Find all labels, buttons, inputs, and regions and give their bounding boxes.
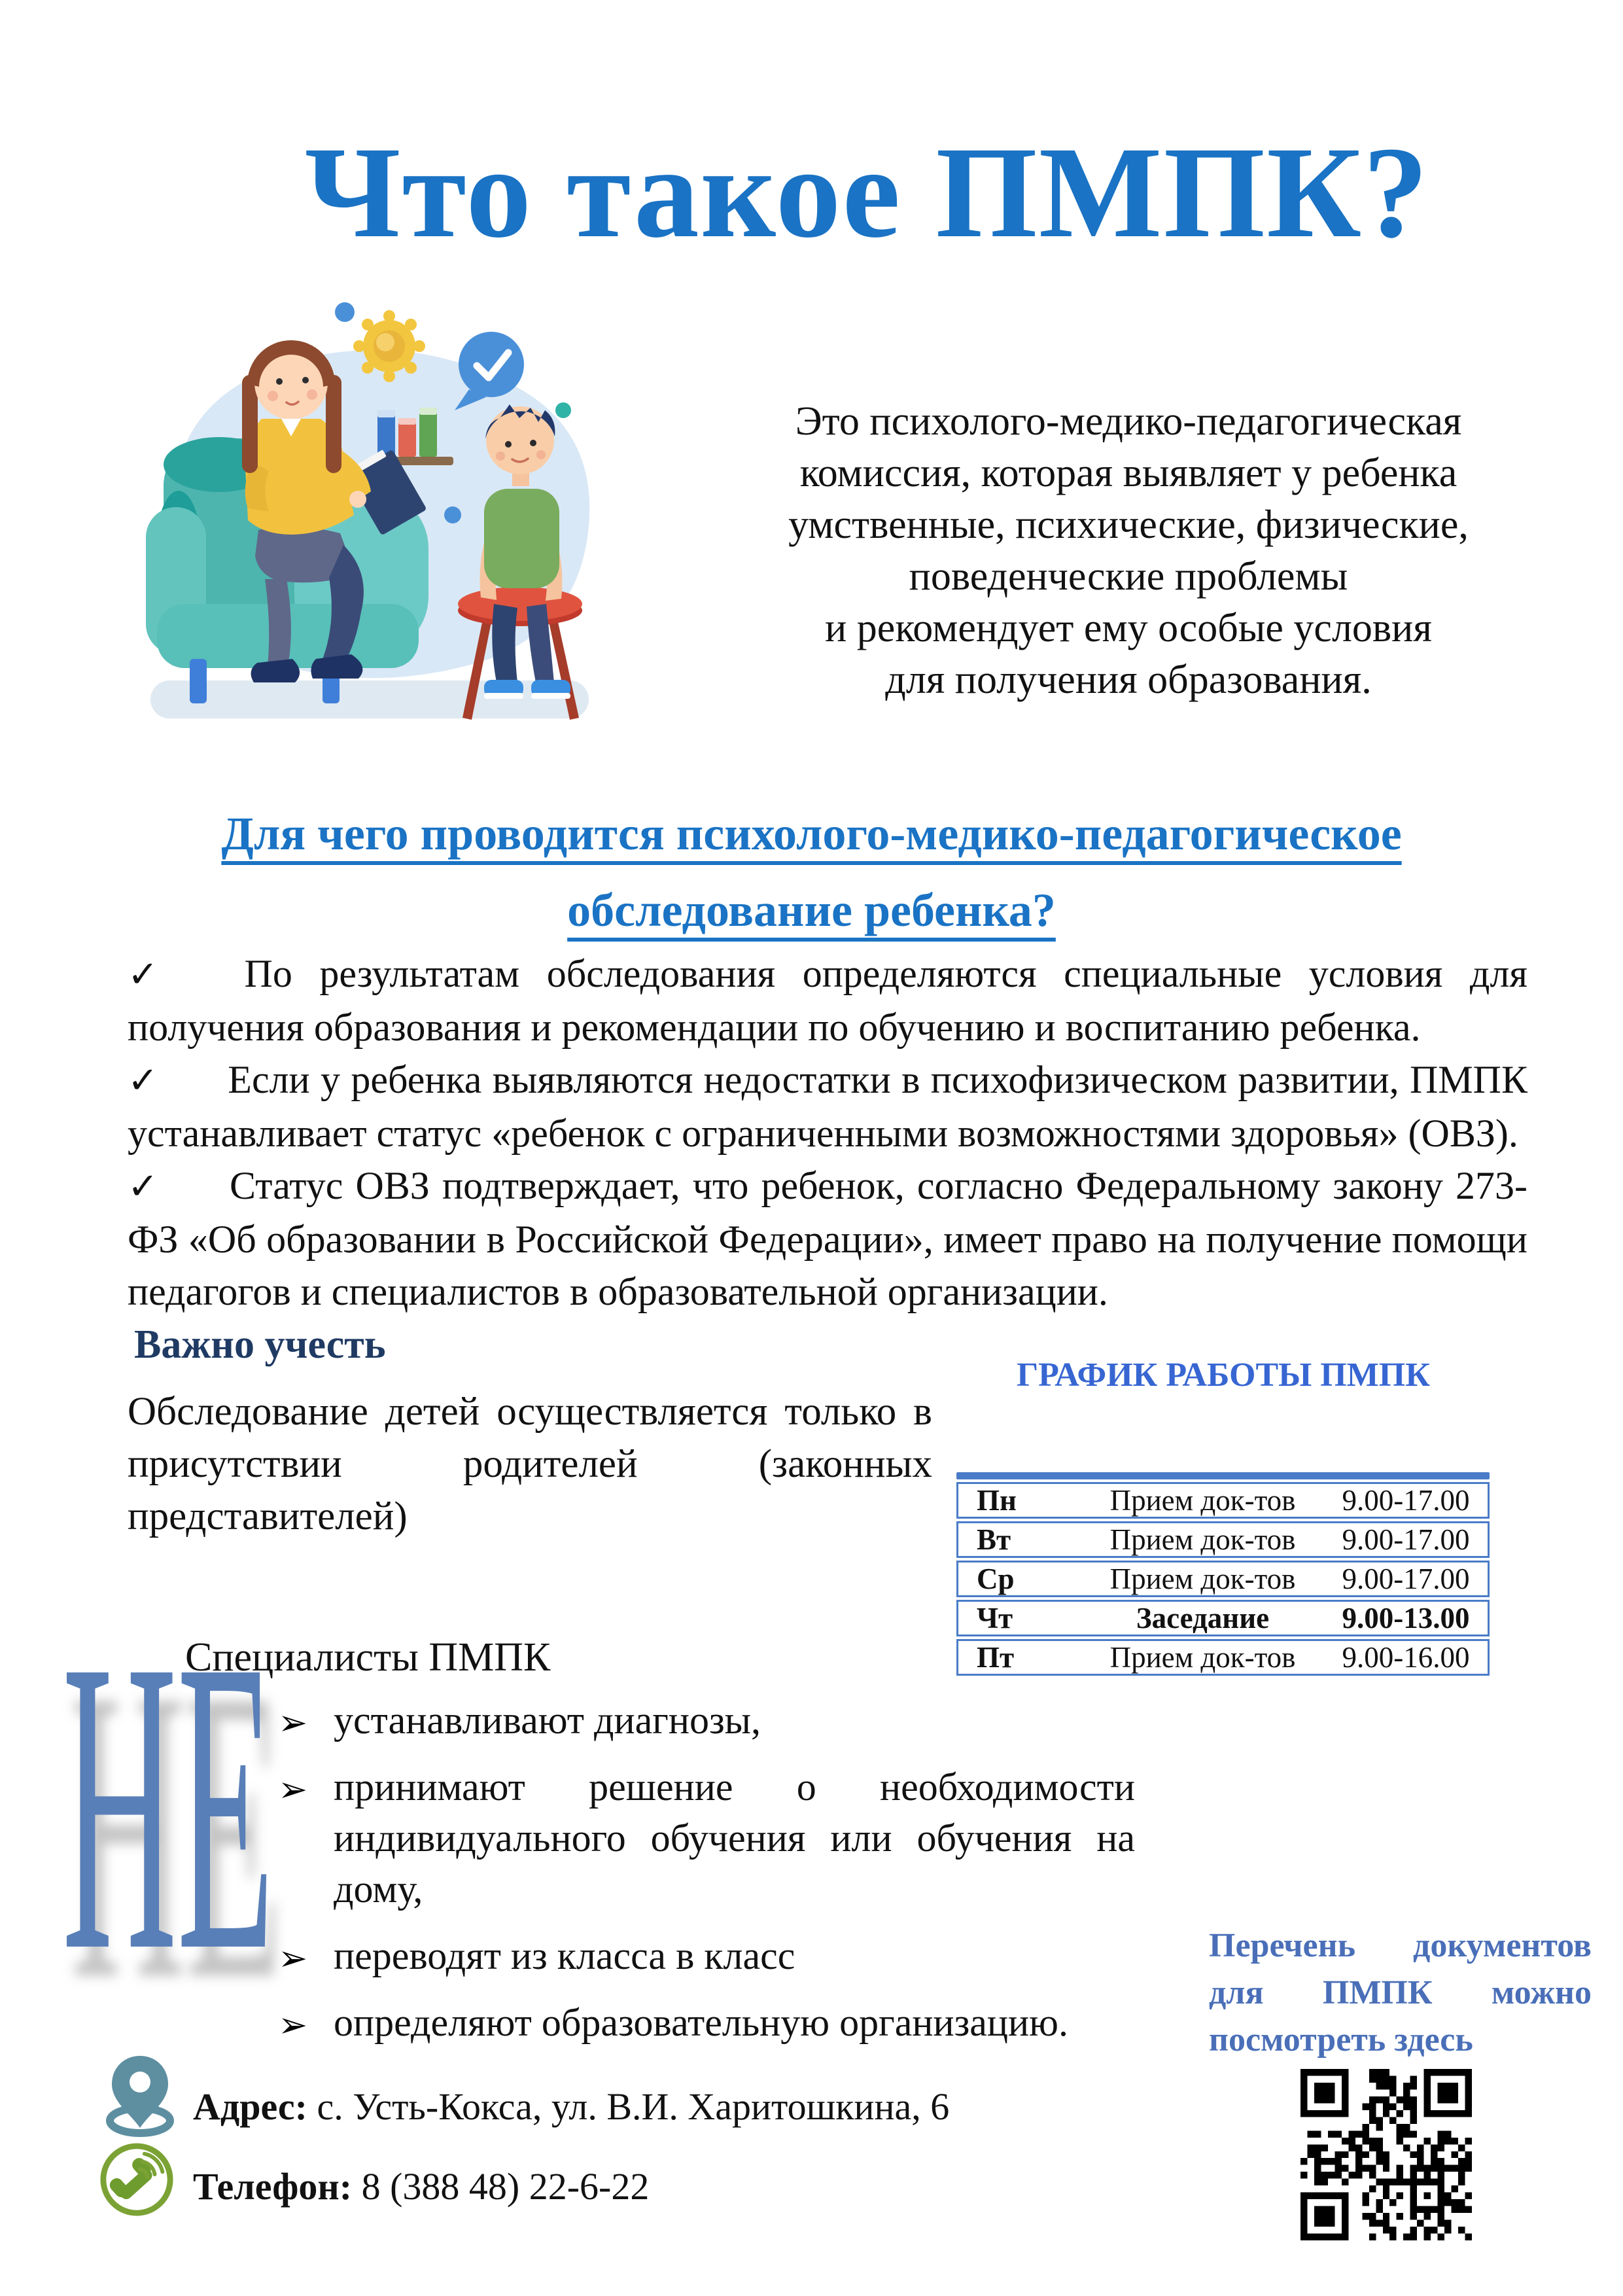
sun-icon bbox=[353, 310, 425, 382]
arrow-bullet-icon: ➢ bbox=[278, 1769, 308, 1810]
schedule-activity: Прием док-тов bbox=[1109, 1523, 1296, 1556]
schedule-table bbox=[956, 1472, 1490, 1678]
schedule-activity: Прием док-тов bbox=[1109, 1484, 1296, 1517]
address-value: с. Усть-Кокса, ул. В.И. Харитошкина, 6 bbox=[307, 2085, 950, 2128]
schedule-day: Ср bbox=[977, 1563, 1015, 1595]
specialists-heading: Специалисты ПМПК bbox=[185, 1635, 551, 1680]
not-item-text: определяют образовательную организацию. bbox=[334, 2001, 1068, 2044]
intro-line: Это психолого-медико-педагогическая bbox=[795, 399, 1462, 444]
schedule-row bbox=[956, 1639, 1490, 1676]
schedule-time: 9.00-17.00 bbox=[1342, 1523, 1470, 1556]
specialists-not-list bbox=[278, 1695, 1135, 2064]
check-list bbox=[128, 947, 1527, 1318]
section-heading-line1: Для чего проводится психолого-медико-педагогическое bbox=[221, 807, 1402, 860]
not-list-item bbox=[278, 1695, 1135, 1746]
schedule-activity: Прием док-тов bbox=[1109, 1563, 1296, 1595]
important-heading: Важно учесть bbox=[134, 1322, 386, 1367]
not-list-item bbox=[278, 1761, 1135, 1915]
check-icon: ✓ bbox=[128, 1165, 162, 1208]
check-item bbox=[128, 1053, 1527, 1159]
documents-note: Перечень документов для ПМПК можно посмотреть здесь bbox=[1209, 1927, 1592, 2058]
intro-line: и рекомендует ему особые условия bbox=[825, 606, 1432, 650]
important-text: Обследование детей осуществляется только в присутствии родителей (законных представителей) bbox=[128, 1390, 932, 1538]
schedule-row bbox=[956, 1600, 1490, 1636]
phone-line bbox=[193, 2164, 649, 2208]
intro-line: умственные, психические, физические, bbox=[788, 503, 1469, 547]
decor-dot-teal bbox=[555, 402, 571, 418]
arrow-bullet-icon: ➢ bbox=[278, 1702, 308, 1743]
check-icon: ✓ bbox=[128, 953, 176, 996]
ne-negation-word: НЕ bbox=[62, 1574, 275, 2038]
schedule-time: 9.00-17.00 bbox=[1342, 1563, 1470, 1595]
schedule-row bbox=[956, 1482, 1490, 1519]
schedule-day: Пт bbox=[977, 1641, 1015, 1674]
phone-label: Телефон: bbox=[193, 2165, 353, 2208]
decor-dot-blue-mid bbox=[444, 506, 461, 523]
schedule-table-top-border bbox=[956, 1472, 1490, 1479]
schedule-time: 9.00-16.00 bbox=[1342, 1641, 1470, 1674]
phone-icon bbox=[98, 2141, 175, 2218]
not-list-item bbox=[278, 1997, 1135, 2048]
qr-code-box bbox=[1300, 2069, 1472, 2240]
check-item bbox=[128, 1159, 1527, 1318]
intro-paragraph bbox=[720, 396, 1537, 706]
qr-code bbox=[1300, 2069, 1472, 2240]
location-pin-icon bbox=[103, 2053, 177, 2138]
schedule-day: Пн bbox=[977, 1484, 1017, 1517]
schedule-day: Чт bbox=[977, 1602, 1013, 1634]
address-line bbox=[193, 2085, 949, 2128]
schedule-time: 9.00-17.00 bbox=[1342, 1484, 1470, 1517]
schedule-day: Вт bbox=[977, 1523, 1011, 1556]
check-item bbox=[128, 947, 1527, 1053]
schedule-row bbox=[956, 1561, 1490, 1597]
check-icon: ✓ bbox=[128, 1059, 160, 1102]
arrow-bullet-icon: ➢ bbox=[278, 2004, 308, 2045]
schedule-row bbox=[956, 1521, 1490, 1558]
not-item-text: принимают решение о необходимости индивидуального обучения или обучения на дому, bbox=[334, 1765, 1135, 1911]
check-item-text: Если у ребенка выявляются недостатки в психофизическом развитии, ПМПК устанавливает статус «ребенок с ограниченными возможностями здоровья» (ОВЗ). bbox=[128, 1058, 1527, 1155]
check-item-text: По результатам обследования определяются специальные условия для получения образования и рекомендации по обучению и воспитанию ребенка. bbox=[128, 952, 1528, 1049]
psychologist-child-illustration bbox=[128, 298, 625, 749]
intro-line: поведенческие проблемы bbox=[909, 554, 1348, 599]
schedule-activity: Прием док-тов bbox=[1109, 1641, 1296, 1674]
schedule-time: 9.00-13.00 bbox=[1342, 1602, 1470, 1634]
not-item-text: устанавливают диагнозы, bbox=[334, 1699, 761, 1742]
not-item-text: переводят из класса в класс bbox=[334, 1934, 795, 1977]
address-label: Адрес: bbox=[193, 2085, 307, 2128]
intro-line: для получения образования. bbox=[885, 658, 1372, 702]
schedule-activity: Заседание bbox=[1136, 1602, 1270, 1634]
schedule-title: ГРАФИК РАБОТЫ ПМПК bbox=[1017, 1356, 1430, 1394]
check-item-text: Статус ОВЗ подтверждает, что ребенок, согласно Федеральному закону 273-ФЗ «Об образовании в Российской Федерации», имеет право на получение помощи педагогов и специалистов в образовательной организации. bbox=[128, 1164, 1527, 1313]
not-list-item bbox=[278, 1930, 1135, 1981]
intro-line: комиссия, которая выявляет у ребенка bbox=[799, 451, 1457, 495]
section-heading-line2: обследование ребенка? bbox=[567, 884, 1056, 936]
decor-dot-blue-top bbox=[335, 302, 355, 322]
page-title: Что такое ПМПК? bbox=[304, 120, 1430, 265]
section-heading bbox=[0, 807, 1623, 936]
phone-value: 8 (388 48) 22-6-22 bbox=[352, 2165, 650, 2208]
arrow-bullet-icon: ➢ bbox=[278, 1937, 308, 1979]
